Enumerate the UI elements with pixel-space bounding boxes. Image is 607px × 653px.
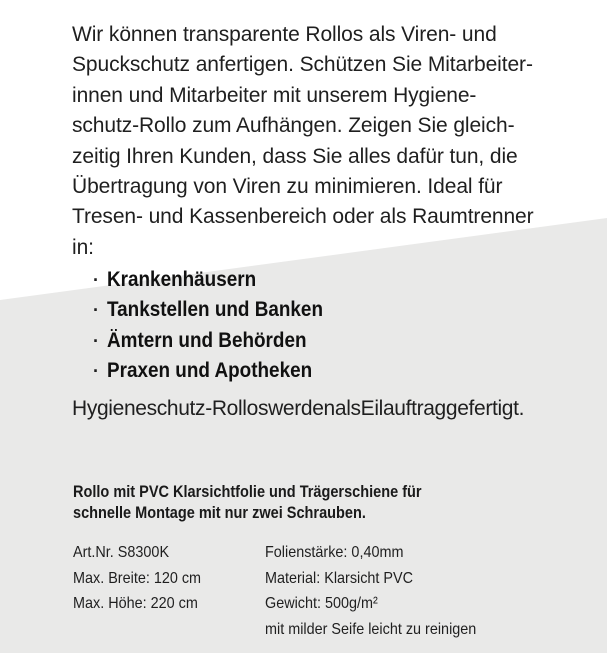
list-item <box>93 359 347 389</box>
spec-heading-line: schnelle Montage mit nur zwei Schrauben. <box>73 504 366 522</box>
intro-line: innen und Mitarbeiter mit unserem Hygiene- <box>72 83 477 107</box>
bullet-icon: · <box>93 270 99 290</box>
list-item-label: Krankenhäusern <box>107 268 257 291</box>
spec-left-column <box>73 540 201 617</box>
intro-line: Tresen- und Kassenbereich oder als Raumtrenner <box>72 205 534 229</box>
intro-paragraph <box>72 20 592 263</box>
spec-right-column <box>265 540 476 642</box>
intro-line: Wir können transparente Rollos als Viren- und <box>72 23 497 46</box>
bullet-icon: · <box>93 300 99 321</box>
intro-line: in: <box>72 235 94 259</box>
list-item-label: Tankstellen und Banken <box>107 298 323 322</box>
list-item <box>93 329 347 359</box>
spec-heading <box>73 482 422 524</box>
list-item <box>93 268 347 298</box>
spec-weight: Gewicht: 500g/m² <box>265 595 378 612</box>
intro-line: schutz-Rollo zum Aufhängen. Zeigen Sie gleich- <box>72 114 515 138</box>
use-case-list <box>93 268 347 390</box>
list-item <box>93 298 347 328</box>
list-item-label: Praxen und Apotheken <box>107 359 313 383</box>
bullet-icon: · <box>93 361 99 382</box>
spec-cleaning: mit milder Seife leicht zu reinigen <box>265 620 477 638</box>
bullet-icon: · <box>93 330 99 351</box>
spec-max-width: Max. Breite: 120 cm <box>73 569 202 587</box>
express-note: Hygieneschutz-RolloswerdenalsEilauftraggefertigt. <box>72 397 525 420</box>
spec-article-number: Art.Nr. S8300K <box>73 544 170 561</box>
spec-heading-line: Rollo mit PVC Klarsichtfolie und Trägerschiene für <box>73 483 422 501</box>
intro-line: Übertragung von Viren zu minimieren. Ideal für <box>72 175 503 199</box>
spec-material: Material: Klarsicht PVC <box>265 569 414 587</box>
intro-line: Spuckschutz anfertigen. Schützen Sie Mitarbeiter- <box>72 53 533 77</box>
list-item-label: Ämtern und Behörden <box>107 328 307 352</box>
intro-line: zeitig Ihren Kunden, dass Sie alles dafür tun, die <box>72 144 518 168</box>
spec-film-thickness: Folienstärke: 0,40mm <box>265 544 404 561</box>
spec-max-height: Max. Höhe: 220 cm <box>73 595 198 612</box>
